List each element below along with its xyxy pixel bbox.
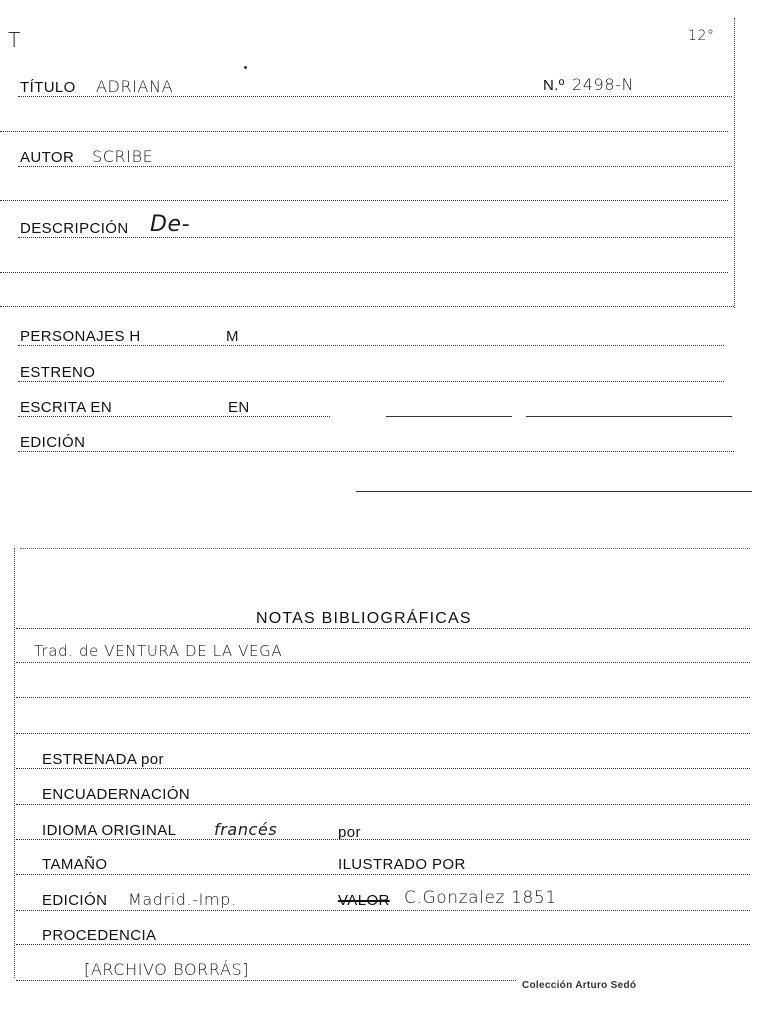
procedencia-line-2 — [16, 980, 516, 981]
titulo-line — [18, 96, 732, 97]
corner-mark-right: 12° — [688, 28, 715, 44]
card-top-edge — [20, 548, 750, 549]
note-line — [16, 662, 750, 663]
autor-value: SCRIBE — [92, 147, 154, 166]
edicion-label: EDICIÓN — [20, 434, 86, 451]
ilustrado-label: ILUSTRADO POR — [338, 856, 466, 873]
descripcion-line — [18, 237, 732, 238]
personajes-m-label: M — [226, 328, 239, 345]
edicion-value: Madrid.-Imp. — [128, 890, 237, 909]
estreno-line — [18, 381, 724, 382]
blank-line — [16, 697, 750, 698]
procedencia-label: PROCEDENCIA — [42, 927, 157, 944]
note-line-text: Trad. de VENTURA DE LA VEGA — [34, 642, 283, 660]
card-left-edge — [14, 548, 15, 978]
escrita-line-3 — [526, 416, 732, 417]
autor-label: AUTOR — [20, 149, 75, 166]
encuadernacion-line — [16, 804, 750, 805]
blank-line — [16, 733, 750, 734]
numero-value: 2498-N — [572, 75, 635, 94]
valor-value: C.Gonzalez 1851 — [404, 888, 557, 908]
idioma-line — [16, 839, 750, 840]
tamano-label: TAMAÑO — [42, 856, 108, 873]
idioma-label: IDIOMA ORIGINAL — [42, 822, 177, 839]
edicion-line — [18, 451, 734, 452]
estrenada-line — [16, 768, 750, 769]
descripcion-label: DESCRIPCIÓN — [20, 220, 129, 237]
autor-line — [18, 166, 732, 167]
blank-line — [0, 306, 734, 307]
edicion-line-bottom — [16, 910, 750, 911]
blank-line — [0, 272, 728, 273]
escrita-label: ESCRITA EN — [20, 399, 113, 416]
corner-mark-left: T — [8, 28, 21, 52]
escrita-en-label: EN — [228, 399, 250, 416]
notas-heading: NOTAS BIBLIOGRÁFICAS — [256, 610, 472, 627]
card-right-edge — [734, 18, 735, 308]
encuadernacion-label: ENCUADERNACIÓN — [42, 786, 191, 803]
titulo-label: TÍTULO — [20, 79, 76, 96]
heading-line — [16, 628, 750, 629]
estreno-label: ESTRENO — [20, 364, 96, 381]
catalog-card-bottom — [0, 540, 759, 1028]
valor-label: VALOR — [338, 892, 390, 909]
collection-stamp: Colección Arturo Sedó — [522, 980, 637, 991]
escrita-line-2 — [386, 416, 512, 417]
idioma-value: francés — [214, 820, 278, 839]
procedencia-line — [16, 944, 750, 945]
numero-label: N.º — [543, 77, 565, 94]
descripcion-value: De- — [150, 212, 191, 237]
ink-speck — [244, 66, 247, 69]
estrenada-label: ESTRENADA por — [42, 751, 164, 768]
personajes-line — [18, 345, 724, 346]
blank-line — [0, 131, 728, 132]
escrita-line — [18, 416, 330, 417]
card-bottom-edge — [356, 491, 752, 492]
tamano-line — [16, 874, 750, 875]
edicion-label-bottom: EDICIÓN — [42, 892, 108, 909]
procedencia-value: [ARCHIVO BORRÁS] — [84, 960, 250, 979]
blank-line — [0, 200, 728, 201]
personajes-label: PERSONAJES H — [20, 328, 141, 345]
titulo-value: ADRIANA — [96, 77, 174, 96]
idioma-por-label: por — [338, 824, 361, 841]
